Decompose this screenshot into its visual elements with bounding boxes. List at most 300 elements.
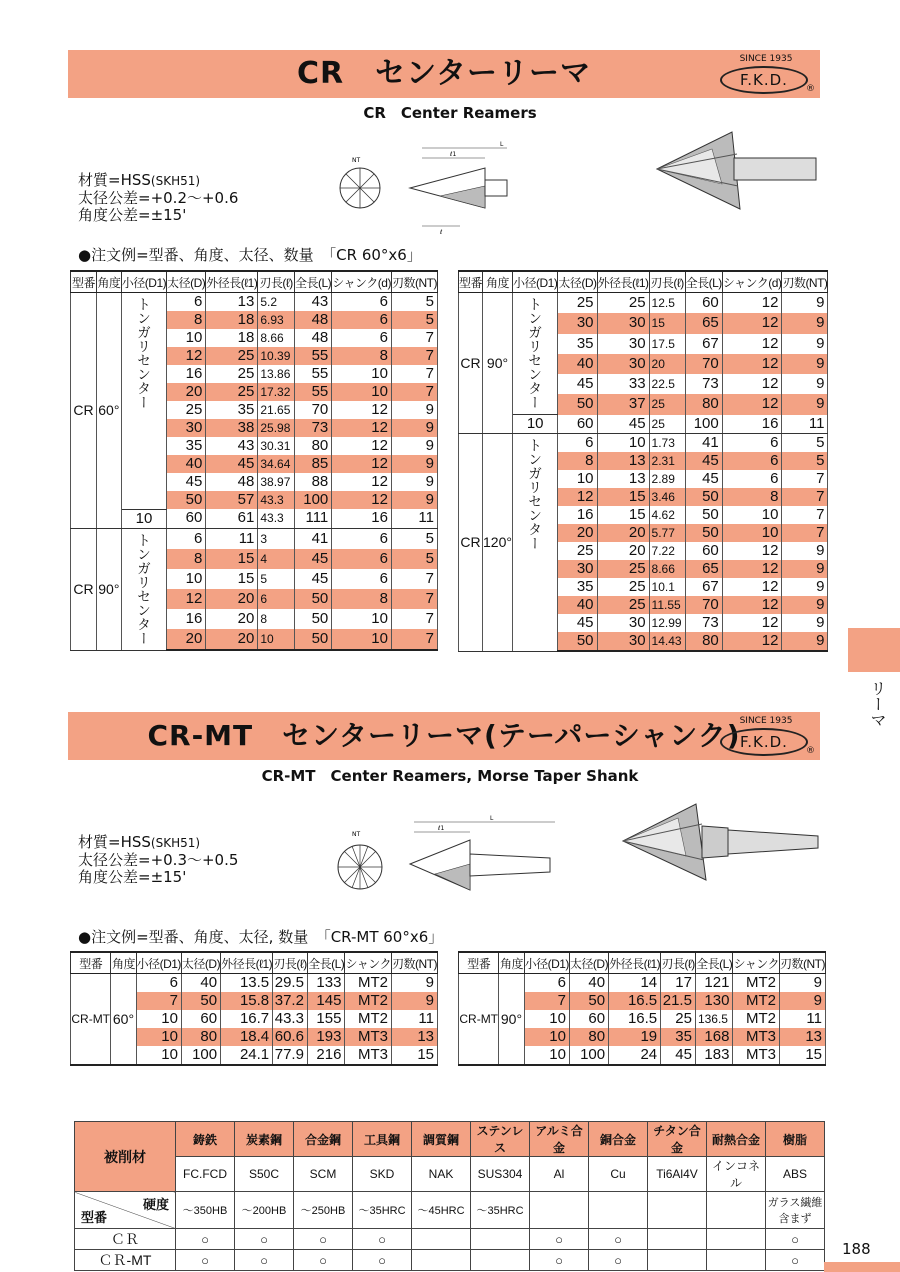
table-cell: 20 <box>206 609 258 629</box>
table-cell: 12 <box>332 491 392 509</box>
table-cell: MT3 <box>345 1028 392 1046</box>
table-cell: 55 <box>294 365 331 383</box>
angle-cell: 90° <box>499 974 524 1066</box>
table-cell: 67 <box>685 334 722 354</box>
table-header-row <box>459 271 828 293</box>
table-cell: 61 <box>206 509 258 528</box>
svg-text:L: L <box>490 815 494 822</box>
page-number: 188 <box>842 1240 871 1258</box>
compatibility-mark: ○ <box>530 1229 589 1250</box>
model-cell: CR <box>459 434 483 652</box>
table-cell: 80 <box>294 437 331 455</box>
column-header: シャンク <box>345 952 392 974</box>
compatibility-mark <box>471 1250 530 1271</box>
cr-mt-left-table <box>70 951 438 1066</box>
spec-block: 材質=HSS(SKH51) 太径公差=+0.2～+0.6 角度公差=±15' <box>78 171 239 224</box>
table-cell: 9 <box>782 632 828 651</box>
table-cell: 10 <box>332 365 392 383</box>
table-cell: 7 <box>391 589 437 609</box>
table-cell: 12 <box>332 473 392 491</box>
table-cell: MT3 <box>733 1028 780 1046</box>
table-cell: 50 <box>685 488 722 506</box>
table-cell: 10 <box>722 524 782 542</box>
column-header: 太径(D) <box>181 952 220 974</box>
table-cell: 6 <box>332 329 392 347</box>
table-cell: 7 <box>782 470 828 488</box>
table-cell: 16.5 <box>609 1010 661 1028</box>
table-cell: 13 <box>597 452 649 470</box>
table-cell: 43 <box>206 437 258 455</box>
table-cell: 10 <box>136 1010 181 1028</box>
table-cell: 10 <box>167 569 206 589</box>
table-cell: 38.97 <box>258 473 295 491</box>
compatibility-mark: ○ <box>353 1250 412 1271</box>
material-code: ABS <box>766 1157 825 1192</box>
table-cell: 10 <box>332 609 392 629</box>
column-header: 刃数(NT) <box>391 271 437 293</box>
compatibility-mark: ○ <box>589 1229 648 1250</box>
material-code: FC.FCD <box>176 1157 235 1192</box>
table-cell: 10 <box>722 506 782 524</box>
material-name: 炭素鋼 <box>235 1122 294 1157</box>
table-cell: 12 <box>722 560 782 578</box>
hardness-value: ガラス繊維含まず <box>766 1192 825 1229</box>
table-cell: 15 <box>206 569 258 589</box>
hardness-value: ～250HB <box>294 1192 353 1229</box>
table-cell: 7 <box>391 329 437 347</box>
hardness-row <box>75 1192 825 1229</box>
table-cell: 20 <box>649 354 685 374</box>
table-cell: 7.22 <box>649 542 685 560</box>
cr-left-table <box>70 270 438 651</box>
table-cell: 25 <box>597 596 649 614</box>
column-header: 外径長(ℓ1) <box>597 271 649 293</box>
table-cell: 15 <box>597 506 649 524</box>
table-cell: 15 <box>597 488 649 506</box>
table-cell: 41 <box>294 528 331 549</box>
table-cell: 45 <box>685 452 722 470</box>
hardness-value: ～45HRC <box>412 1192 471 1229</box>
hardness-value: ～35HRC <box>471 1192 530 1229</box>
table-cell: 41 <box>685 434 722 453</box>
table-cell: 9 <box>782 542 828 560</box>
table-cell: 30.31 <box>258 437 295 455</box>
table-cell: 50 <box>685 506 722 524</box>
table-cell: 7 <box>391 569 437 589</box>
column-header: 刃数(NT) <box>779 952 825 974</box>
table-cell: 10 <box>167 329 206 347</box>
table-cell: 20 <box>206 629 258 650</box>
table-cell: 80 <box>181 1028 220 1046</box>
angle-cell: 90° <box>96 528 121 650</box>
table-cell: 24.1 <box>221 1046 273 1065</box>
table-cell: 25 <box>558 293 597 314</box>
table-cell: 3.46 <box>649 488 685 506</box>
column-header: 型番 <box>459 952 499 974</box>
compatibility-mark: ○ <box>176 1250 235 1271</box>
table-cell: 30 <box>597 354 649 374</box>
table-cell: 45 <box>206 455 258 473</box>
table-cell: 9 <box>782 313 828 333</box>
table-cell: 50 <box>569 992 608 1010</box>
table-cell: 8 <box>332 589 392 609</box>
table-cell: 16 <box>167 365 206 383</box>
table-cell: 6 <box>332 569 392 589</box>
table-cell: 3 <box>258 528 295 549</box>
table-cell: 6 <box>332 528 392 549</box>
table-cell: 8 <box>167 311 206 329</box>
table-cell: 45 <box>558 374 597 394</box>
table-cell: 40 <box>558 354 597 374</box>
table-cell: 73 <box>294 419 331 437</box>
table-cell: 15 <box>206 549 258 569</box>
section-subtitle: CR Center Reamers <box>363 104 537 122</box>
table-cell: 45 <box>294 569 331 589</box>
angle-cell: 60° <box>111 974 136 1066</box>
cr-mt-technical-drawing <box>330 812 560 912</box>
column-header: 角度 <box>483 271 513 293</box>
table-cell: 43.3 <box>273 1010 308 1028</box>
compatibility-mark: ○ <box>294 1229 353 1250</box>
table-row <box>459 293 828 314</box>
column-header: 刃数(NT) <box>391 952 437 974</box>
column-header: シャンク(d) <box>332 271 392 293</box>
svg-text:ℓ1: ℓ1 <box>438 825 445 832</box>
table-cell: 25 <box>167 401 206 419</box>
table-cell: 4.62 <box>649 506 685 524</box>
table-cell: 5 <box>391 549 437 569</box>
table-cell: 12 <box>332 437 392 455</box>
table-cell: 5 <box>258 569 295 589</box>
compatibility-mark: ○ <box>176 1229 235 1250</box>
material-name: 工具鋼 <box>353 1122 412 1157</box>
table-cell: 45 <box>685 470 722 488</box>
table-row <box>459 434 828 453</box>
column-header: 刃長(ℓ) <box>661 952 696 974</box>
table-cell: 8 <box>258 609 295 629</box>
table-cell: MT2 <box>733 974 780 993</box>
table-cell: MT3 <box>733 1046 780 1065</box>
table-cell: 34.64 <box>258 455 295 473</box>
cr-right-table <box>458 270 828 652</box>
hardness-model-corner <box>75 1192 176 1229</box>
material-code: Ti6Al4V <box>648 1157 707 1192</box>
table-cell: 9 <box>391 491 437 509</box>
table-cell: 10 <box>524 1028 569 1046</box>
table-cell: 21.5 <box>661 992 696 1010</box>
table-cell: 2.89 <box>649 470 685 488</box>
table-cell: 17 <box>661 974 696 993</box>
table-cell: 10 <box>258 629 295 650</box>
table-cell: 16 <box>167 609 206 629</box>
table-cell: 10 <box>597 434 649 453</box>
hardness-value <box>530 1192 589 1229</box>
svg-text:L: L <box>500 141 504 148</box>
table-cell: 60.6 <box>273 1028 308 1046</box>
table-cell: 12.5 <box>649 293 685 314</box>
table-cell: 10 <box>524 1010 569 1028</box>
angle-cell: 60° <box>96 293 121 529</box>
table-cell: 13 <box>597 470 649 488</box>
table-cell: 12 <box>722 293 782 314</box>
small-diameter-cell: トンガリセンター <box>121 528 166 650</box>
table-cell: 5.77 <box>649 524 685 542</box>
table-cell: 25 <box>649 415 685 434</box>
table-cell: 13.5 <box>221 974 273 993</box>
table-cell: 20 <box>167 629 206 650</box>
table-row <box>71 509 438 528</box>
compatibility-mark <box>707 1250 766 1271</box>
material-code: S50C <box>235 1157 294 1192</box>
table-cell: 25 <box>597 560 649 578</box>
column-header: 角度 <box>96 271 121 293</box>
table-cell: 55 <box>294 383 331 401</box>
table-cell: 9 <box>782 293 828 314</box>
table-cell: 12 <box>722 374 782 394</box>
table-cell: 8 <box>558 452 597 470</box>
table-cell: 7 <box>782 488 828 506</box>
table-cell: 30 <box>597 632 649 651</box>
column-header: 型番 <box>71 271 97 293</box>
table-cell: 73 <box>685 614 722 632</box>
table-cell: 48 <box>206 473 258 491</box>
compatibility-mark <box>648 1229 707 1250</box>
hardness-value: ～35HRC <box>353 1192 412 1229</box>
material-name: 耐熱合金 <box>707 1122 766 1157</box>
column-header: 小径(D1) <box>524 952 569 974</box>
table-cell: 12 <box>722 578 782 596</box>
table-cell: 155 <box>307 1010 345 1028</box>
table-cell: 73 <box>685 374 722 394</box>
side-tab <box>848 628 900 672</box>
table-cell: MT3 <box>345 1046 392 1065</box>
table-cell: 9 <box>782 354 828 374</box>
table-cell: 100 <box>294 491 331 509</box>
order-example: ●注文例=型番、角度、太径、数量 「CR 60°x6」 <box>78 246 422 264</box>
table-cell: 6 <box>332 549 392 569</box>
model-cell: CR-MT <box>71 974 111 1066</box>
table-cell: 9 <box>391 974 437 993</box>
table-cell: 37.2 <box>273 992 308 1010</box>
table-cell: 35 <box>558 578 597 596</box>
table-cell: 168 <box>695 1028 733 1046</box>
table-cell: 136.5 <box>695 1010 733 1028</box>
small-diameter-cell: 10 <box>121 509 166 528</box>
compatibility-mark: ○ <box>353 1229 412 1250</box>
table-cell: 8 <box>167 549 206 569</box>
column-header: 刃長(ℓ) <box>273 952 308 974</box>
material-header: 被削材 <box>75 1122 176 1192</box>
table-cell: 48 <box>294 311 331 329</box>
hardness-value: ～200HB <box>235 1192 294 1229</box>
compatibility-mark: ○ <box>766 1229 825 1250</box>
table-cell: 35 <box>206 401 258 419</box>
table-cell: 10 <box>136 1046 181 1065</box>
table-cell: 70 <box>685 354 722 374</box>
table-cell: 12 <box>722 394 782 414</box>
table-cell: 25.98 <box>258 419 295 437</box>
table-cell: 12 <box>167 589 206 609</box>
compatibility-mark: ○ <box>766 1250 825 1271</box>
table-cell: 10.1 <box>649 578 685 596</box>
column-header: 刃長(ℓ) <box>649 271 685 293</box>
table-cell: 17.5 <box>649 334 685 354</box>
svg-text:NT: NT <box>352 157 361 164</box>
material-code: SUS304 <box>471 1157 530 1192</box>
table-cell: MT2 <box>345 1010 392 1028</box>
compatibility-mark <box>412 1250 471 1271</box>
table-cell: 45 <box>661 1046 696 1065</box>
material-code: SKD <box>353 1157 412 1192</box>
table-cell: 38 <box>206 419 258 437</box>
column-header: 外径長(ℓ1) <box>221 952 273 974</box>
table-cell: 40 <box>558 596 597 614</box>
material-name: 合金鋼 <box>294 1122 353 1157</box>
column-header: 全長(L) <box>695 952 733 974</box>
table-cell: 10 <box>524 1046 569 1065</box>
table-cell: 7 <box>782 506 828 524</box>
table-cell: 11 <box>206 528 258 549</box>
table-cell: 10 <box>136 1028 181 1046</box>
table-cell: 9 <box>391 473 437 491</box>
table-cell: 70 <box>685 596 722 614</box>
column-header: 太径(D) <box>167 271 206 293</box>
table-cell: 19 <box>609 1028 661 1046</box>
table-cell: 50 <box>181 992 220 1010</box>
table-cell: 12 <box>722 354 782 374</box>
column-header: 角度 <box>499 952 524 974</box>
table-cell: 11 <box>779 1010 825 1028</box>
column-header: 全長(L) <box>307 952 345 974</box>
hardness-value: ～350HB <box>176 1192 235 1229</box>
table-cell: 35 <box>558 334 597 354</box>
material-code-row <box>75 1157 825 1192</box>
compatibility-mark: ○ <box>294 1250 353 1271</box>
table-cell: 100 <box>569 1046 608 1065</box>
table-cell: 6 <box>136 974 181 993</box>
table-cell: 6 <box>167 528 206 549</box>
table-cell: 77.9 <box>273 1046 308 1065</box>
table-cell: 9 <box>391 437 437 455</box>
table-cell: 12 <box>722 313 782 333</box>
table-cell: 25 <box>597 578 649 596</box>
side-tab-label: リーマ <box>868 680 887 728</box>
table-cell: 7 <box>136 992 181 1010</box>
table-cell: 100 <box>685 415 722 434</box>
table-cell: 12 <box>332 419 392 437</box>
table-cell: 10 <box>332 383 392 401</box>
small-diameter-cell: 10 <box>512 415 557 434</box>
table-cell: 43.3 <box>258 491 295 509</box>
column-header: 小径(D1) <box>512 271 557 293</box>
table-cell: 6 <box>524 974 569 993</box>
table-cell: 6 <box>332 311 392 329</box>
table-row <box>71 528 438 549</box>
table-cell: 12 <box>722 614 782 632</box>
table-cell: 30 <box>558 560 597 578</box>
table-cell: 7 <box>391 365 437 383</box>
material-code: NAK <box>412 1157 471 1192</box>
table-cell: 130 <box>695 992 733 1010</box>
column-header: 外径長(ℓ1) <box>609 952 661 974</box>
small-diameter-cell: トンガリセンター <box>512 293 557 415</box>
table-cell: 29.5 <box>273 974 308 993</box>
table-cell: 12 <box>722 542 782 560</box>
table-cell: 50 <box>294 589 331 609</box>
table-cell: 9 <box>782 394 828 414</box>
compatibility-mark <box>471 1229 530 1250</box>
order-example-2: ●注文例=型番、角度、太径, 数量 「CR-MT 60°x6」 <box>78 928 444 946</box>
table-cell: 50 <box>558 632 597 651</box>
table-cell: 18 <box>206 311 258 329</box>
table-cell: 57 <box>206 491 258 509</box>
table-cell: 133 <box>307 974 345 993</box>
table-cell: 25 <box>661 1010 696 1028</box>
table-cell: 40 <box>181 974 220 993</box>
table-cell: 10 <box>332 629 392 650</box>
cr-mt-title-banner <box>68 712 820 760</box>
table-cell: 65 <box>685 560 722 578</box>
table-cell: 17.32 <box>258 383 295 401</box>
table-cell: 33 <box>597 374 649 394</box>
compatibility-row <box>75 1229 825 1250</box>
table-cell: 6 <box>722 434 782 453</box>
table-cell: 80 <box>569 1028 608 1046</box>
table-cell: 65 <box>685 313 722 333</box>
table-cell: 6 <box>332 293 392 312</box>
table-header-row <box>71 952 438 974</box>
table-cell: 9 <box>782 374 828 394</box>
table-cell: 8 <box>722 488 782 506</box>
column-header: 太径(D) <box>558 271 597 293</box>
angle-cell: 90° <box>483 293 513 434</box>
compatibility-mark: ○ <box>235 1229 294 1250</box>
material-name: 樹脂 <box>766 1122 825 1157</box>
section2-title: CR-MT センターリーマ(テーパーシャンク) <box>147 719 741 752</box>
table-cell: 80 <box>685 394 722 414</box>
table-cell: MT2 <box>345 992 392 1010</box>
table-cell: 9 <box>779 992 825 1010</box>
table-cell: 9 <box>782 334 828 354</box>
material-code: インコネル <box>707 1157 766 1192</box>
table-cell: 2.31 <box>649 452 685 470</box>
table-cell: 20 <box>597 542 649 560</box>
small-diameter-cell: トンガリセンター <box>121 293 166 510</box>
table-cell: 25 <box>206 365 258 383</box>
table-row <box>71 974 438 993</box>
page-title: CR センターリーマ <box>297 56 591 91</box>
table-cell: 25 <box>597 293 649 314</box>
table-cell: 6 <box>558 434 597 453</box>
table-cell: 40 <box>569 974 608 993</box>
table-cell: 12 <box>332 401 392 419</box>
material-code: Al <box>530 1157 589 1192</box>
column-header: 角度 <box>111 952 136 974</box>
table-cell: 30 <box>597 334 649 354</box>
cr-mt-product-image <box>618 796 828 886</box>
table-cell: 40 <box>167 455 206 473</box>
cr-title-banner <box>68 50 820 98</box>
table-cell: 6 <box>258 589 295 609</box>
compatibility-mark: ○ <box>530 1250 589 1271</box>
table-cell: 60 <box>685 293 722 314</box>
material-name: 銅合金 <box>589 1122 648 1157</box>
table-cell: 5 <box>391 528 437 549</box>
table-cell: 145 <box>307 992 345 1010</box>
table-cell: 9 <box>782 578 828 596</box>
table-cell: 9 <box>391 401 437 419</box>
table-cell: 20 <box>558 524 597 542</box>
